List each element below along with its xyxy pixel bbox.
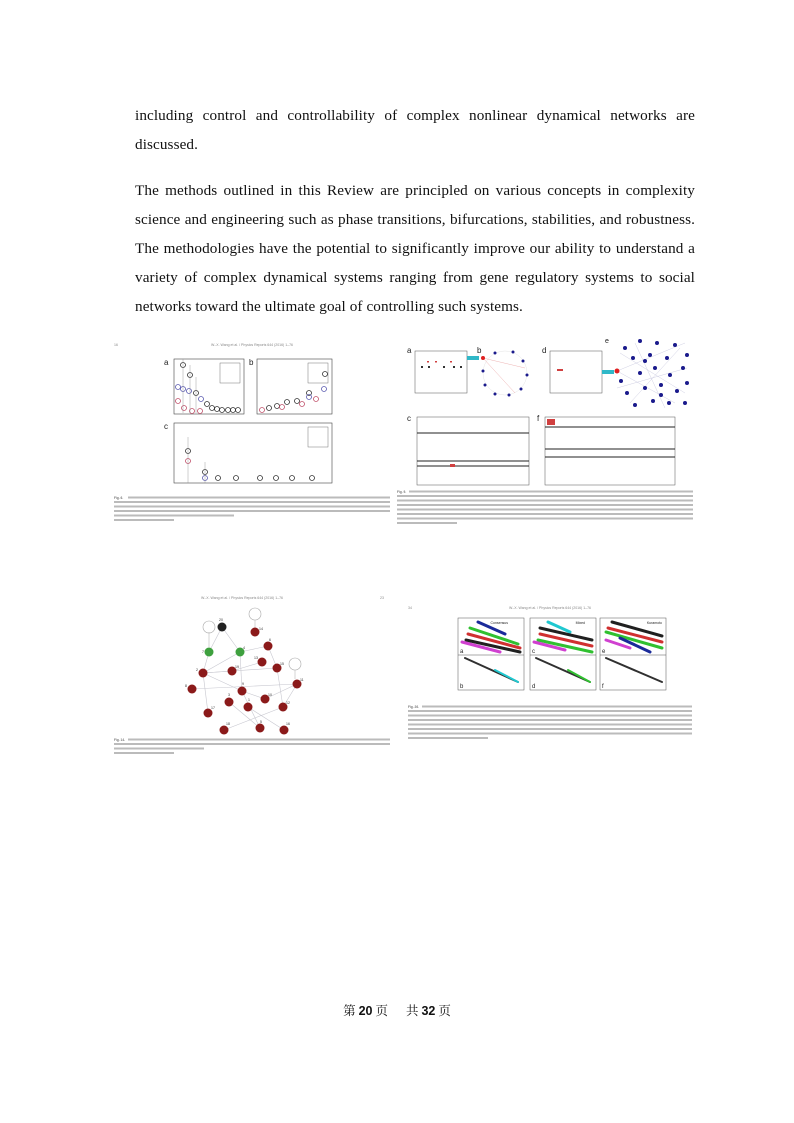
svg-text:6: 6 bbox=[269, 638, 271, 642]
figure-14-thumbnail bbox=[112, 592, 392, 772]
figure-26-thumbnail bbox=[400, 600, 695, 765]
footer-prefix: 第 bbox=[343, 1003, 356, 1018]
footer-total-prefix: 共 bbox=[405, 1003, 419, 1018]
panel-a-legend bbox=[220, 363, 240, 383]
figure-caption-lines bbox=[114, 739, 390, 755]
panel-group-consensus bbox=[458, 618, 524, 690]
figure-running-head: W.-X. Wang et al. / Physics Reports 644 (2016) 1–76 bbox=[201, 596, 283, 600]
panel-c-frame bbox=[417, 417, 529, 485]
svg-text:Consensus: Consensus bbox=[490, 621, 508, 625]
figure-running-head: W.-X. Wang et al. / Physics Reports 644 (2016) 1–76 bbox=[211, 343, 293, 347]
svg-text:1: 1 bbox=[248, 698, 250, 702]
figure-page-number: 23 bbox=[380, 596, 384, 600]
panel-group-mixed bbox=[530, 618, 596, 690]
panel-label-f: f bbox=[537, 414, 540, 423]
input-signal-icons bbox=[203, 608, 301, 670]
svg-text:3: 3 bbox=[228, 693, 230, 697]
figure-caption-lines bbox=[114, 497, 390, 522]
svg-text:17: 17 bbox=[211, 706, 215, 710]
arrow-icon bbox=[467, 356, 479, 360]
figure-page-number: 16 bbox=[114, 343, 118, 347]
paragraph-methods: The methods outlined in this Review are principled on various concepts in complexity science and engineering such as phase transitions, bifurcations, stabilities, and robustness. The methodologies have the potential to significantly improve our ability to understand a variety of complex dynamical systems ranging from gene regulatory systems to social networks toward the ultimate goal of controlling such systems. bbox=[135, 182, 695, 315]
svg-text:2: 2 bbox=[196, 668, 198, 672]
svg-text:4: 4 bbox=[243, 646, 245, 650]
svg-text:13: 13 bbox=[254, 656, 258, 660]
svg-text:b: b bbox=[460, 684, 464, 690]
svg-text:10: 10 bbox=[268, 693, 272, 697]
svg-text:12: 12 bbox=[286, 701, 290, 705]
scale-free-network bbox=[615, 339, 690, 408]
figure-running-head: W.-X. Wang et al. / Physics Reports 644 (2016) 1–76 bbox=[509, 606, 591, 610]
figure-9-thumbnail bbox=[395, 333, 695, 538]
panel-label-d: d bbox=[542, 346, 547, 355]
paragraph-continuation: including control and controllability of complex nonlinear dynamical networks are discussed. bbox=[135, 107, 695, 153]
footer-total-pages: 32 bbox=[421, 1004, 436, 1018]
figure-caption-label: Fig. 9. bbox=[397, 490, 407, 494]
svg-text:c: c bbox=[532, 649, 535, 655]
svg-text:d: d bbox=[532, 684, 536, 690]
svg-text:5: 5 bbox=[260, 720, 262, 724]
svg-text:20: 20 bbox=[219, 618, 223, 622]
svg-text:14: 14 bbox=[259, 627, 263, 631]
footer-total-suffix: 页 bbox=[438, 1003, 451, 1018]
svg-text:16: 16 bbox=[286, 722, 290, 726]
panel-label-b: b bbox=[477, 346, 482, 355]
panel-c-frame bbox=[174, 423, 332, 483]
panel-c-markers bbox=[186, 437, 315, 483]
page-footer bbox=[0, 1001, 794, 1019]
panel-label-c: c bbox=[407, 414, 411, 423]
network-nodes bbox=[188, 623, 302, 735]
footer-page-suffix: 页 bbox=[375, 1003, 389, 1018]
figure-caption-label: Fig. 14. bbox=[114, 738, 125, 742]
svg-text:7: 7 bbox=[202, 650, 204, 654]
svg-text:19: 19 bbox=[235, 665, 239, 669]
svg-text:Mixed: Mixed bbox=[575, 621, 585, 625]
panel-a-frame bbox=[415, 351, 467, 393]
panel-b-legend bbox=[308, 363, 328, 383]
panel-label-e: e bbox=[605, 338, 609, 345]
panel-a-points bbox=[421, 366, 462, 368]
panel-label-a: a bbox=[407, 346, 412, 355]
panel-a-markers bbox=[176, 359, 241, 414]
svg-text:a: a bbox=[460, 649, 464, 655]
figure-caption-label: Fig. 6. bbox=[114, 496, 124, 500]
panel-label-c: c bbox=[164, 422, 168, 431]
svg-text:Kuramoto: Kuramoto bbox=[646, 621, 662, 625]
svg-text:15: 15 bbox=[280, 662, 284, 666]
figure-caption-label: Fig. 26. bbox=[408, 705, 419, 709]
panel-c-legend bbox=[308, 427, 328, 447]
panel-label-b: b bbox=[249, 358, 254, 367]
panel-group-kuramoto bbox=[600, 618, 666, 690]
svg-text:9: 9 bbox=[242, 682, 244, 686]
svg-text:11: 11 bbox=[300, 678, 304, 682]
svg-text:e: e bbox=[602, 649, 606, 655]
figure-caption-lines bbox=[408, 706, 692, 740]
panel-d-frame bbox=[550, 351, 602, 393]
figure-page-number: 34 bbox=[408, 606, 412, 610]
ring-network bbox=[481, 351, 529, 397]
panel-b-markers bbox=[260, 372, 328, 413]
figure-caption-lines bbox=[397, 491, 693, 525]
svg-text:f: f bbox=[602, 684, 604, 690]
footer-page-number: 20 bbox=[358, 1004, 373, 1018]
figure-6-thumbnail bbox=[112, 337, 392, 532]
svg-text:8: 8 bbox=[185, 684, 187, 688]
arrow-icon bbox=[602, 370, 614, 374]
svg-text:18: 18 bbox=[226, 722, 230, 726]
panel-label-a: a bbox=[164, 358, 169, 367]
